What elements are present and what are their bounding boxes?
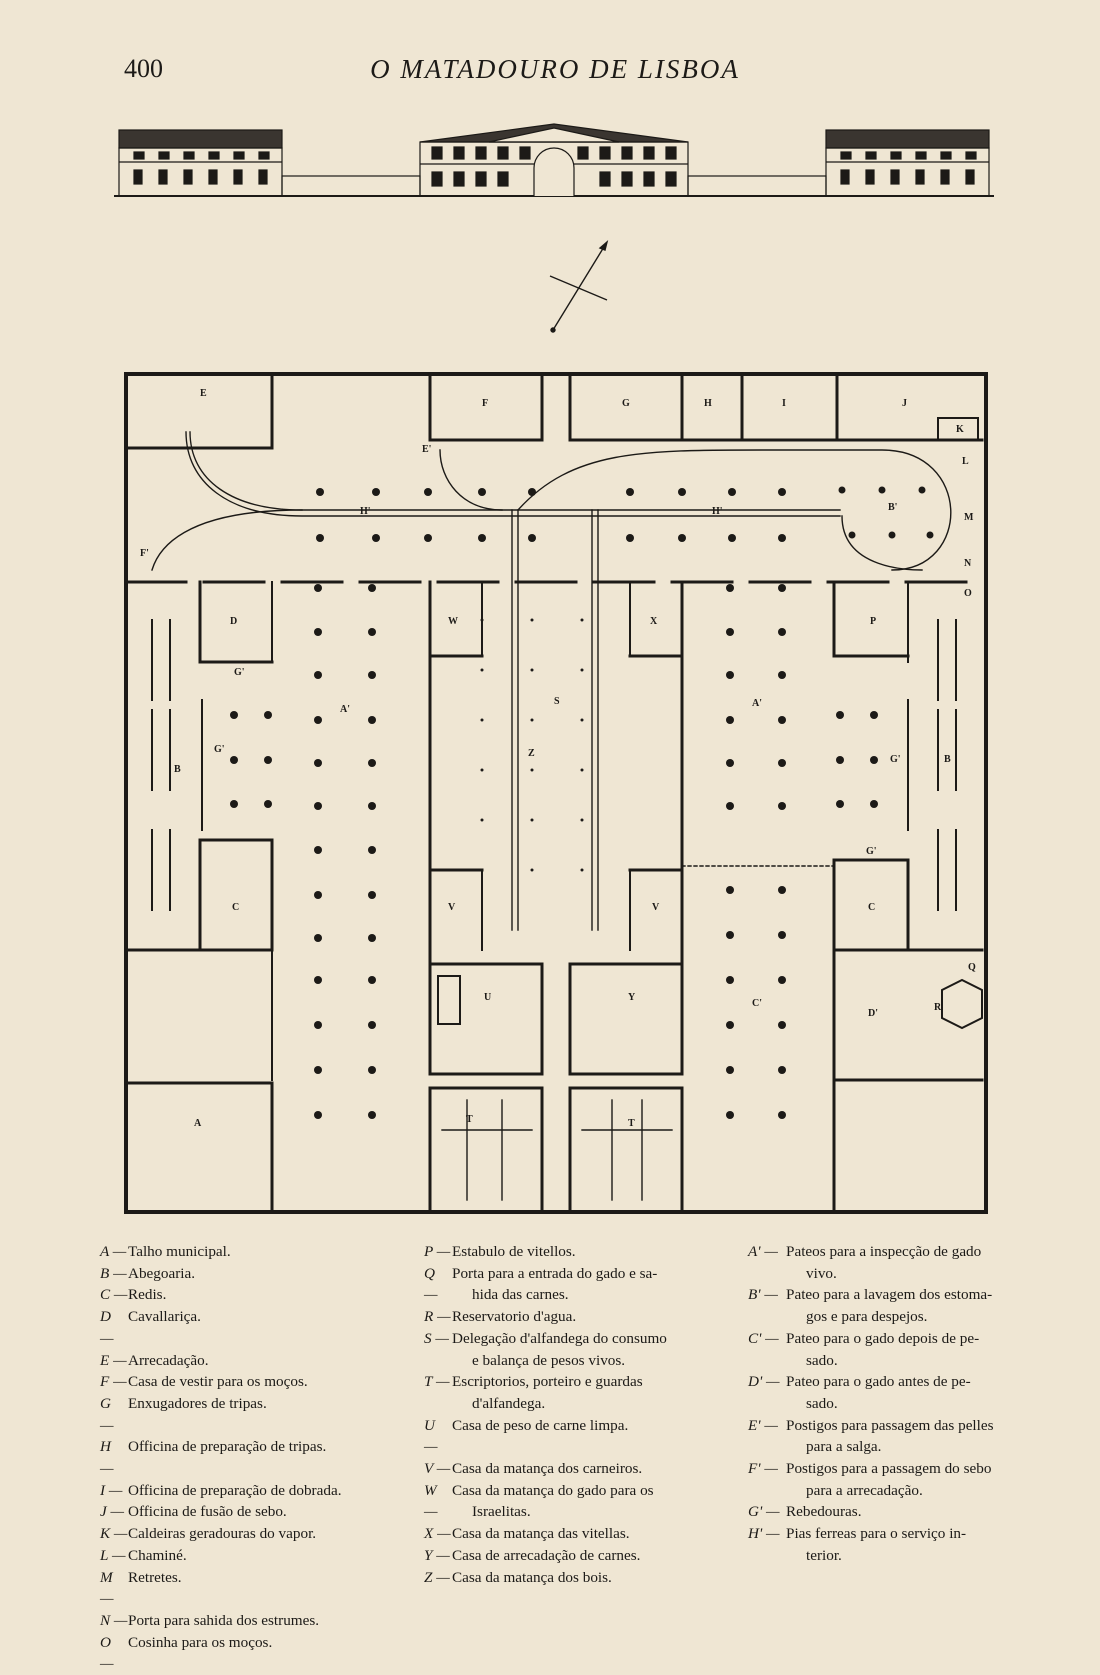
legend-text: Retretes. [128, 1568, 182, 1586]
legend-key: O — [100, 1633, 114, 1673]
plan-label-v-left: V [448, 902, 456, 913]
plan-label-o: O [964, 588, 972, 599]
plan-label-m: M [964, 512, 974, 523]
legend-key: K — [100, 1525, 128, 1543]
plan-label-y: Y [628, 992, 636, 1003]
plan-label-g: G [622, 398, 630, 409]
legend-text-block [452, 1415, 628, 1458]
page-title: O MATADOURO DE LISBOA [370, 54, 740, 84]
legend-key: Q — [424, 1264, 438, 1304]
plan-label-f: F [482, 398, 489, 409]
plan-label-x: X [650, 616, 658, 627]
legend-item [424, 1241, 744, 1263]
legend-key: D' — [748, 1373, 780, 1391]
legend-text-block [786, 1501, 862, 1523]
legend-key: W — [424, 1481, 438, 1521]
legend-text-block [128, 1284, 166, 1306]
plan-label-p: P [870, 616, 877, 627]
legend-text: Pateo para a lavagem dos estoma- [786, 1286, 993, 1304]
legend-key: F — [100, 1373, 127, 1391]
legend-text-block [452, 1480, 654, 1523]
legend-text: Arrecadação. [128, 1351, 209, 1369]
plan-label-u: U [484, 992, 492, 1003]
legend-text: Enxugadores de tripas. [128, 1394, 267, 1412]
legend-text-block [452, 1371, 643, 1414]
legend-text: Officina de fusão de sebo. [128, 1503, 287, 1521]
legend-text: Postigos para passagem das pelles [786, 1416, 994, 1434]
legend-item [748, 1415, 1048, 1458]
plan-label-n: N [964, 558, 972, 569]
plan-label-e: E [200, 388, 207, 399]
plan-label-q: Q [968, 962, 976, 973]
legend-text-block [452, 1306, 576, 1328]
legend-key: B — [100, 1264, 127, 1282]
floor-plan [122, 370, 990, 1218]
plan-label-e-prime: E' [422, 444, 432, 455]
legend-column-1 [100, 1241, 420, 1675]
legend-item [100, 1241, 420, 1263]
legend-text: Officina de preparação de tripas. [128, 1438, 327, 1456]
plan-label-v-right: V [652, 902, 660, 913]
legend-text-block [786, 1415, 994, 1458]
plan-label-c-left: C [232, 902, 240, 913]
legend-text: Rebedouras. [786, 1503, 862, 1521]
legend-item [100, 1567, 420, 1610]
legend-key: M — [100, 1568, 114, 1608]
legend-text: Casa da matança do gado para os [452, 1481, 654, 1499]
page-header [0, 54, 1100, 94]
legend-text-block [128, 1350, 209, 1372]
legend-text: Casa de peso de carne limpa. [452, 1416, 629, 1434]
legend-item [424, 1306, 744, 1328]
legend-text-block [128, 1632, 272, 1675]
legend-item [424, 1371, 744, 1414]
legend-text: Estabulo de vitellos. [452, 1243, 576, 1260]
legend-text-block [128, 1371, 308, 1393]
legend-text-block [128, 1263, 195, 1285]
legend-key: I — [100, 1481, 123, 1499]
legend-text: Officina de preparação de dobrada. [128, 1481, 342, 1499]
legend-text: Reservatorio d'agua. [452, 1308, 577, 1326]
plan-label-c-prime: C' [752, 998, 762, 1009]
legend-key: N — [100, 1611, 128, 1629]
legend-text-continuation: para a salga. [806, 1438, 882, 1456]
legend-key: P — [424, 1243, 451, 1260]
legend-key: V — [424, 1460, 451, 1478]
legend-key: J — [100, 1503, 125, 1521]
plan-label-r: R [934, 1002, 942, 1013]
legend-text-continuation: gos e para despejos. [806, 1308, 928, 1326]
legend-key: H' — [748, 1525, 780, 1543]
legend-item [424, 1545, 744, 1567]
legend-text: Casa da matança dos bois. [452, 1568, 612, 1586]
legend-text-continuation: sado. [806, 1394, 838, 1412]
legend-item [424, 1523, 744, 1545]
legend-item [100, 1632, 420, 1675]
legend-item [100, 1523, 420, 1545]
legend-item [424, 1263, 744, 1306]
legend-item [100, 1501, 420, 1523]
legend-text-block [128, 1436, 326, 1479]
plan-label-c-right: C [868, 902, 876, 913]
legend-text: Escriptorios, porteiro e guardas [452, 1373, 643, 1391]
legend-key: C' — [748, 1329, 779, 1347]
legend-text: Talho municipal. [128, 1243, 231, 1260]
legend-text-block [786, 1328, 979, 1371]
legend-item [100, 1284, 420, 1306]
legend-text: Casa da matança dos carneiros. [452, 1460, 643, 1478]
legend-text-block [786, 1371, 971, 1414]
plan-label-a: A [194, 1118, 202, 1129]
legend-text: Casa de arrecadação de carnes. [452, 1546, 641, 1564]
plan-label-t-right: T [628, 1118, 635, 1129]
legend-key: B' — [748, 1286, 778, 1304]
legend-text-continuation: d'alfandega. [472, 1394, 546, 1412]
legend-item [424, 1328, 744, 1371]
legend-text: Pateo para o gado depois de pe- [786, 1329, 980, 1347]
plan-label-a-prime-right: A' [752, 698, 762, 709]
legend-text: Redis. [128, 1286, 167, 1304]
legend-text-continuation: e balança de pesos vivos. [472, 1351, 626, 1369]
legend-text: Casa da matança das vitellas. [452, 1525, 630, 1543]
legend-text-block [128, 1306, 201, 1349]
legend-text-block [452, 1523, 630, 1545]
legend-key: Y — [424, 1546, 450, 1564]
legend-text: Porta para a entrada do gado e sa- [452, 1264, 658, 1282]
legend-text-block [452, 1545, 640, 1567]
legend-column-3 [748, 1241, 1048, 1567]
legend-key: E — [100, 1351, 127, 1369]
plan-label-f-prime: F' [140, 548, 149, 559]
plan-label-g-prime-left-top: G' [234, 667, 245, 678]
plan-label-h-prime-right: H' [712, 506, 723, 517]
plan-label-g-prime-right: G' [890, 754, 901, 765]
legend-item [100, 1436, 420, 1479]
legend-text: Cosinha para os moços. [128, 1633, 273, 1651]
legend-text-block [452, 1567, 612, 1589]
legend-text-block [128, 1610, 319, 1632]
plan-label-h: H [704, 398, 712, 409]
legend-text-block [452, 1328, 667, 1371]
legend-key: R — [424, 1308, 451, 1326]
legend-text-continuation: terior. [806, 1546, 842, 1564]
legend-key: H — [100, 1438, 114, 1478]
legend-text-continuation: para a arrecadação. [806, 1481, 923, 1499]
legend-key: E' — [748, 1416, 778, 1434]
legend-item [100, 1480, 420, 1502]
legend-text-block [786, 1458, 991, 1501]
legend-text-block [128, 1567, 182, 1610]
plan-label-j: J [902, 398, 907, 409]
legend-text: Caldeiras geradouras do vapor. [128, 1525, 317, 1543]
plan-label-b-left: B [174, 764, 181, 775]
plan-label-z: Z [528, 748, 535, 759]
legend-text-block [786, 1241, 981, 1284]
legend-text: Delegação d'alfandega do consumo [452, 1329, 667, 1347]
legend-item [748, 1328, 1048, 1371]
plan-label-w: W [448, 616, 458, 627]
legend-text: Pateo para o gado antes de pe- [786, 1373, 971, 1391]
legend-text: Pias ferreas para o serviço in- [786, 1525, 967, 1543]
legend-text: Abegoaria. [128, 1264, 196, 1282]
building-elevation [114, 120, 994, 206]
legend-key: Z — [424, 1568, 450, 1586]
legend-text-block [128, 1393, 267, 1436]
legend-item [100, 1393, 420, 1436]
plan-label-l: L [962, 456, 969, 467]
legend-text-block [786, 1523, 966, 1566]
plan-label-a-prime: A' [340, 704, 350, 715]
legend-text: Cavallariça. [128, 1308, 201, 1326]
plan-label-i: I [782, 398, 786, 409]
plan-label-h-prime-left: H' [360, 506, 371, 517]
legend-item [100, 1350, 420, 1372]
legend-text-block [128, 1501, 287, 1523]
legend-key: U — [424, 1416, 438, 1456]
legend-text-continuation: vivo. [806, 1264, 837, 1282]
plan-label-s: S [554, 696, 560, 707]
plan-label-t-left: T [466, 1114, 473, 1125]
legend-item [424, 1415, 744, 1458]
legend-item [424, 1567, 744, 1589]
legend-item [100, 1263, 420, 1285]
compass-icon [545, 238, 615, 338]
plan-label-k: K [956, 424, 964, 435]
legend-key: A — [100, 1243, 127, 1260]
legend-key: S — [424, 1329, 449, 1347]
legend-text: Pateos para a inspecção de gado [786, 1243, 982, 1260]
plan-label-g-prime-left: G' [214, 744, 225, 755]
legend-text-block [452, 1241, 576, 1263]
legend-text: Porta para sahida dos estrumes. [128, 1611, 320, 1629]
plan-label-b-right: B [944, 754, 951, 765]
legend-item [100, 1306, 420, 1349]
legend-key: G' — [748, 1503, 780, 1521]
legend-key: F' — [748, 1460, 778, 1478]
legend-key: C — [100, 1286, 128, 1304]
plan-label-b-prime: B' [888, 502, 898, 513]
legend-text-continuation: Israelitas. [472, 1503, 531, 1521]
plan-label-d: D [230, 616, 238, 627]
legend-item [748, 1458, 1048, 1501]
legend-text-block [128, 1480, 342, 1502]
legend-key: G — [100, 1394, 114, 1434]
legend-item [748, 1523, 1048, 1566]
legend-item [424, 1458, 744, 1480]
legend-text-block [128, 1241, 231, 1263]
legend-column-2 [424, 1241, 744, 1588]
legend-key: L — [100, 1546, 126, 1564]
legend-item [748, 1371, 1048, 1414]
legend-item [748, 1284, 1048, 1327]
legend-key: D — [100, 1308, 114, 1347]
legend-text-block [128, 1545, 187, 1567]
legend-text-block [786, 1284, 992, 1327]
legend-text: Casa de vestir para os moços. [128, 1373, 308, 1391]
legend-key: T — [424, 1373, 450, 1391]
legend-text: Chaminé. [128, 1546, 187, 1564]
legend-text-continuation: hida das carnes. [472, 1286, 569, 1304]
legend-item [748, 1241, 1048, 1284]
legend-item [100, 1371, 420, 1393]
plan-label-g-prime-right-low: G' [866, 846, 877, 857]
legend-item [424, 1480, 744, 1523]
legend-text-continuation: sado. [806, 1351, 838, 1369]
legend-text-block [452, 1458, 642, 1480]
legend-text: Postigos para a passagem do sebo [786, 1460, 992, 1478]
legend-text-block [128, 1523, 316, 1545]
legend-key: A' — [748, 1243, 778, 1260]
legend-key: X — [424, 1525, 451, 1543]
legend-item [748, 1501, 1048, 1523]
legend-item [100, 1610, 420, 1632]
legend-text-block [452, 1263, 657, 1306]
plan-label-d-prime: D' [868, 1008, 878, 1019]
legend-item [100, 1545, 420, 1567]
page-number: 400 [124, 54, 163, 83]
